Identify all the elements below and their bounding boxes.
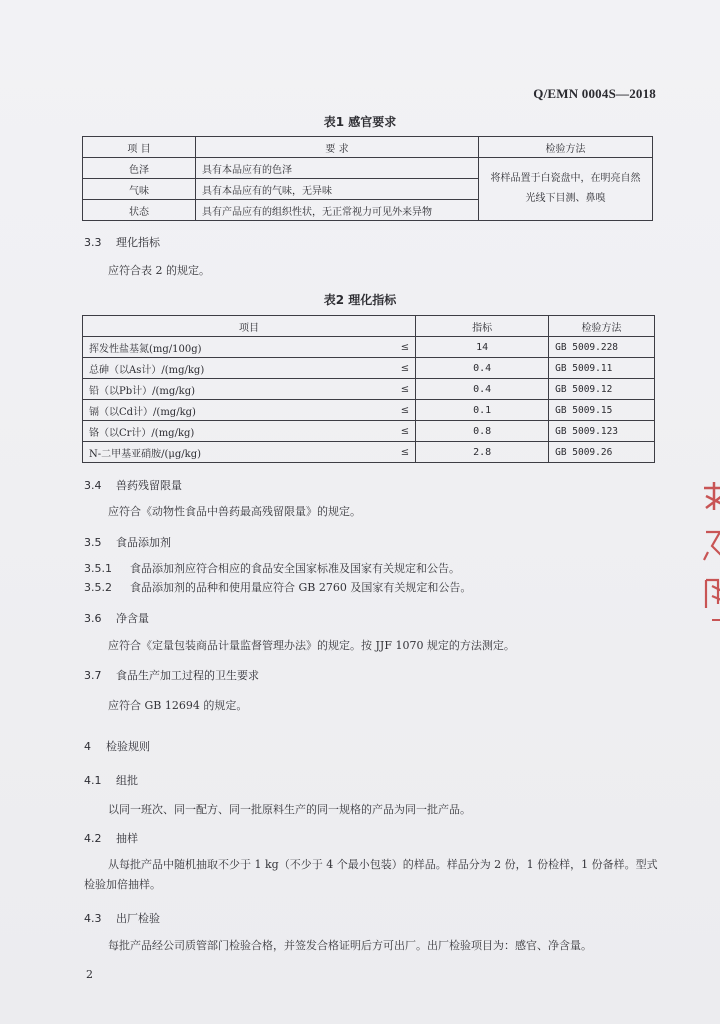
section-number: 3.3 [84,236,102,249]
section-title: 净含量 [116,612,149,625]
paragraph: 每批产品经公司质管部门检验合格，并签发合格证明后方可出厂。出厂检验项目为：感官、净含量。 [108,939,592,952]
paragraph: 应符合 GB 12694 的规定。 [108,699,248,712]
table-row [83,358,655,379]
section-title: 食品添加剂 [116,536,171,549]
subsection-number: 3.5.1 [84,562,112,575]
section-title: 兽药残留限量 [116,479,182,492]
page-number: 2 [86,968,93,981]
table-header-cell: 检验方法 [479,137,653,158]
table-header-cell: 项目 [83,316,416,337]
table-cell: 气味 [83,179,196,200]
inspection-method-cell: 将样品置于白瓷盘中，在明亮自然光线下目测、鼻嗅 [479,158,653,221]
table1-caption: 表1 感官要求 [323,115,397,129]
subsection [84,579,471,595]
section-heading [84,234,160,250]
section-number: 3.6 [84,612,102,625]
table-cell: 2.8 [416,442,549,463]
section-number: 4 [84,740,91,753]
table-row [83,337,655,358]
red-seal-fragment-icon [698,480,720,630]
table-cell: 0.4 [416,379,549,400]
table-cell: 具有产品应有的组织性状，无正常视力可见外来异物 [196,200,479,221]
table-row [83,158,653,179]
paragraph: 应符合《动物性食品中兽药最高残留限量》的规定。 [108,505,361,518]
table-cell: ≤ [383,400,416,421]
seal-stamp [698,480,720,630]
sensory-requirements-table [82,136,653,221]
table-cell: 色泽 [83,158,196,179]
table-cell: 0.8 [416,421,549,442]
document-code: Q/EMN 0004S—2018 [533,86,656,101]
section-heading [84,667,259,683]
table2-caption: 表2 理化指标 [323,293,397,307]
paragraph: 从每批产品中随机抽取不少于 1 kg（不少于 4 个最小包装）的样品。样品分为 2 份，1 份检样，1 份备样。型式检验加倍抽样。 [84,858,658,891]
table-cell: 0.4 [416,358,549,379]
table-cell: GB 5009.228 [549,337,655,358]
section-title: 理化指标 [116,236,160,249]
section-number: 3.4 [84,479,102,492]
paragraph: 应符合表 2 的规定。 [108,264,210,277]
paragraph: 以同一班次、同一配方、同一批原料生产的同一规格的产品为同一批产品。 [108,803,471,816]
table-cell: GB 5009.123 [549,421,655,442]
table-header-row [83,316,655,337]
table-cell: ≤ [383,421,416,442]
table-header-cell: 检验方法 [549,316,655,337]
table-cell: GB 5009.12 [549,379,655,400]
subsection [84,560,460,576]
table-cell: 0.1 [416,400,549,421]
section-heading [84,534,171,550]
table-cell: 14 [416,337,549,358]
table-cell: ≤ [383,379,416,400]
section-number: 3.5 [84,536,102,549]
table-header-cell: 指标 [416,316,549,337]
section-heading [84,477,182,493]
physicochemical-table [82,315,655,463]
section-title: 检验规则 [106,740,150,753]
table-cell: N-二甲基亚硝胺/(μg/kg) [83,442,384,463]
section-number: 4.3 [84,912,102,925]
table-cell: 具有本品应有的气味，无异味 [196,179,479,200]
table-cell: 具有本品应有的色泽 [196,158,479,179]
section-heading [84,738,150,754]
table-cell: GB 5009.11 [549,358,655,379]
table-header-cell: 要 求 [196,137,479,158]
table-cell: 状态 [83,200,196,221]
section-heading [84,610,149,626]
section-title: 出厂检验 [116,912,160,925]
table-cell: ≤ [383,358,416,379]
section-title: 抽样 [116,832,138,845]
section-number: 3.7 [84,669,102,682]
subsection-number: 3.5.2 [84,581,112,594]
section-title: 组批 [116,774,138,787]
table-row [83,379,655,400]
table-row [83,421,655,442]
subsection-text: 食品添加剂应符合相应的食品安全国家标准及国家有关规定和公告。 [130,562,460,575]
table-row [83,442,655,463]
table-header-row [83,137,653,158]
table-cell: GB 5009.26 [549,442,655,463]
table-cell: GB 5009.15 [549,400,655,421]
table-cell: ≤ [383,337,416,358]
section-title: 食品生产加工过程的卫生要求 [116,669,259,682]
table-cell: 铅（以Pb计）/(mg/kg) [83,379,384,400]
table-cell: 总砷（以As计）/(mg/kg) [83,358,384,379]
table-cell: 铬（以Cr计）/(mg/kg) [83,421,384,442]
section-heading [84,910,160,926]
section-number: 4.1 [84,774,102,787]
section-heading [84,830,138,846]
table-cell: 镉（以Cd计）/(mg/kg) [83,400,384,421]
paragraph: 应符合《定量包装商品计量监督管理办法》的规定。按 JJF 1070 规定的方法测定。 [108,639,515,652]
table-row [83,400,655,421]
table-cell: ≤ [383,442,416,463]
table-cell: 挥发性盐基氮(mg/100g) [83,337,384,358]
subsection-text: 食品添加剂的品种和使用量应符合 GB 2760 及国家有关规定和公告。 [130,581,472,594]
section-heading [84,772,138,788]
table-header-cell: 项 目 [83,137,196,158]
section-number: 4.2 [84,832,102,845]
